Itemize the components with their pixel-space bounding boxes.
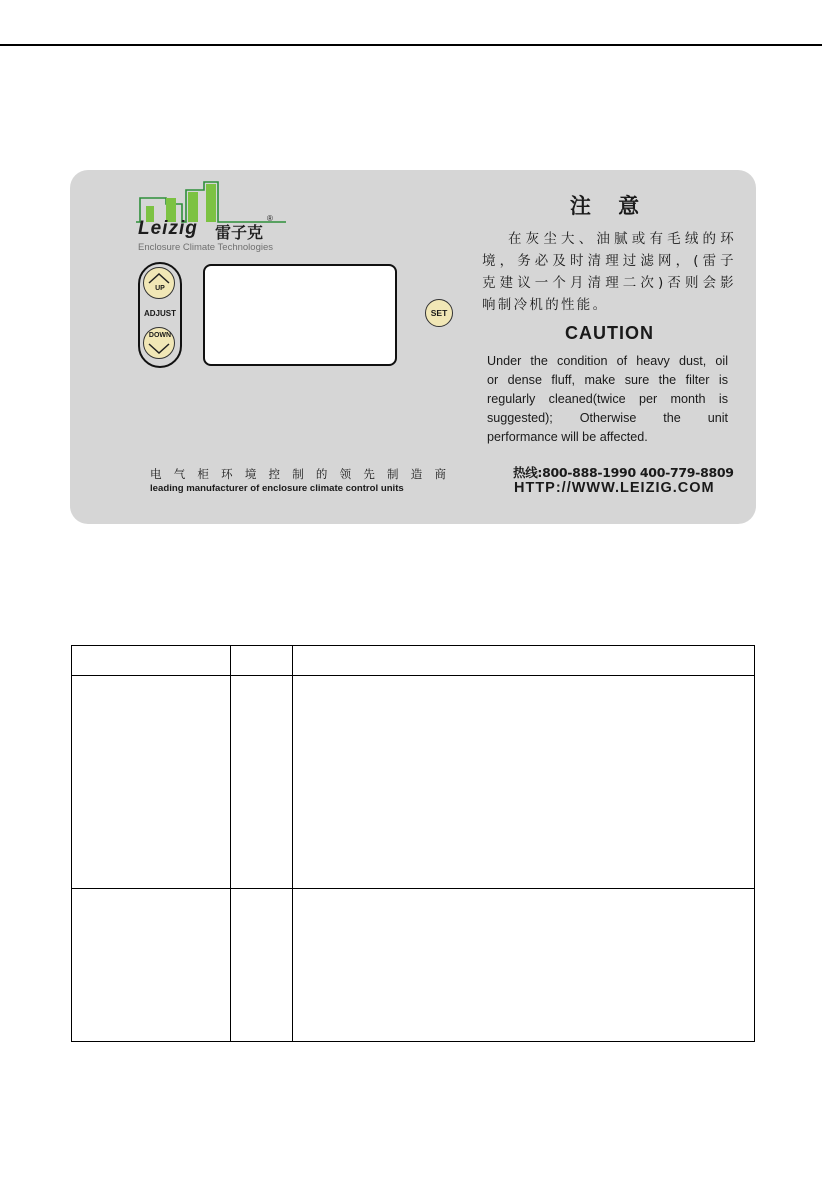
slogan-cn-char: 商: [434, 467, 446, 481]
slogan-cn: [150, 466, 446, 482]
table-cell: [72, 676, 231, 889]
slogan-cn-char: 控: [268, 467, 281, 481]
slogan-cn-char: 制: [387, 467, 399, 481]
empty-table: [71, 645, 755, 1042]
header-rule: [0, 44, 822, 46]
slogan-cn-char: 电: [150, 467, 162, 481]
logo-wordmark: Leizig: [138, 218, 198, 239]
notice-cn-heading: 注 意: [569, 194, 650, 218]
table-cell: [72, 646, 231, 676]
adjust-label: ADJUST: [143, 309, 176, 318]
caution-line: suggested); Otherwise the unit: [487, 411, 728, 425]
down-button[interactable]: [143, 327, 175, 359]
table-row: [72, 889, 755, 1042]
caution-heading: CAUTION: [565, 323, 654, 343]
table-header-row: [72, 646, 755, 676]
notice-cn-line: 克建议一个月清理二次)否则会影: [482, 275, 736, 291]
table-cell: [293, 889, 755, 1042]
slogan-cn-char: 先: [363, 467, 375, 481]
leizig-logo: [136, 178, 286, 254]
caution-line: regularly cleaned(twice per month is: [487, 392, 728, 406]
down-label: DOWN: [148, 332, 172, 339]
website-url: HTTP://WWW.LEIZIG.COM: [514, 480, 715, 496]
chevron-down-icon: [148, 343, 170, 355]
notice-cn-line: 响制冷机的性能。: [482, 297, 609, 313]
slogan-cn-char: 造: [410, 467, 423, 481]
slogan-cn-char: 柜: [197, 467, 209, 481]
slogan-cn-char: 境: [244, 467, 257, 481]
notice-cn-body: [482, 228, 736, 316]
logo-chinese-name: 雷子克: [215, 223, 264, 242]
hotline: 热线:800-888-1990 400-779-8809: [513, 465, 734, 480]
table-cell: [231, 889, 293, 1042]
table-cell: [293, 646, 755, 676]
slogan-cn-char: 环: [221, 467, 233, 481]
caution-line: Under the condition of heavy dust, oil: [487, 354, 728, 368]
adjust-button-group: [138, 262, 182, 368]
controller-panel-label: [70, 170, 756, 524]
up-button[interactable]: [143, 267, 175, 299]
table-cell: [231, 676, 293, 889]
caution-body: [487, 352, 728, 447]
slogan-cn-char: 的: [315, 467, 328, 481]
slogan-cn-char: 制: [292, 467, 304, 481]
caution-line: performance will be affected.: [487, 430, 648, 444]
table-cell: [231, 646, 293, 676]
lcd-display: [203, 264, 397, 366]
table-cell: [72, 889, 231, 1042]
chevron-up-icon: [148, 272, 170, 284]
notice-cn-line: 在灰尘大、油腻或有毛绒的环: [508, 231, 736, 247]
table-row: [72, 676, 755, 889]
set-button[interactable]: SET: [425, 299, 453, 327]
slogan-en: leading manufacturer of enclosure climate control units: [150, 483, 404, 494]
slogan-cn-char: 领: [339, 467, 352, 481]
up-label: UP: [155, 285, 165, 292]
table-cell: [293, 676, 755, 889]
registered-mark: ®: [267, 214, 273, 223]
caution-line: or dense fluff, make sure the filter is: [487, 373, 728, 387]
notice-cn-line: 境，务必及时清理过滤网，(雷子: [482, 253, 736, 269]
logo-tagline: Enclosure Climate Technologies: [138, 242, 274, 253]
slogan-cn-char: 气: [173, 467, 186, 481]
